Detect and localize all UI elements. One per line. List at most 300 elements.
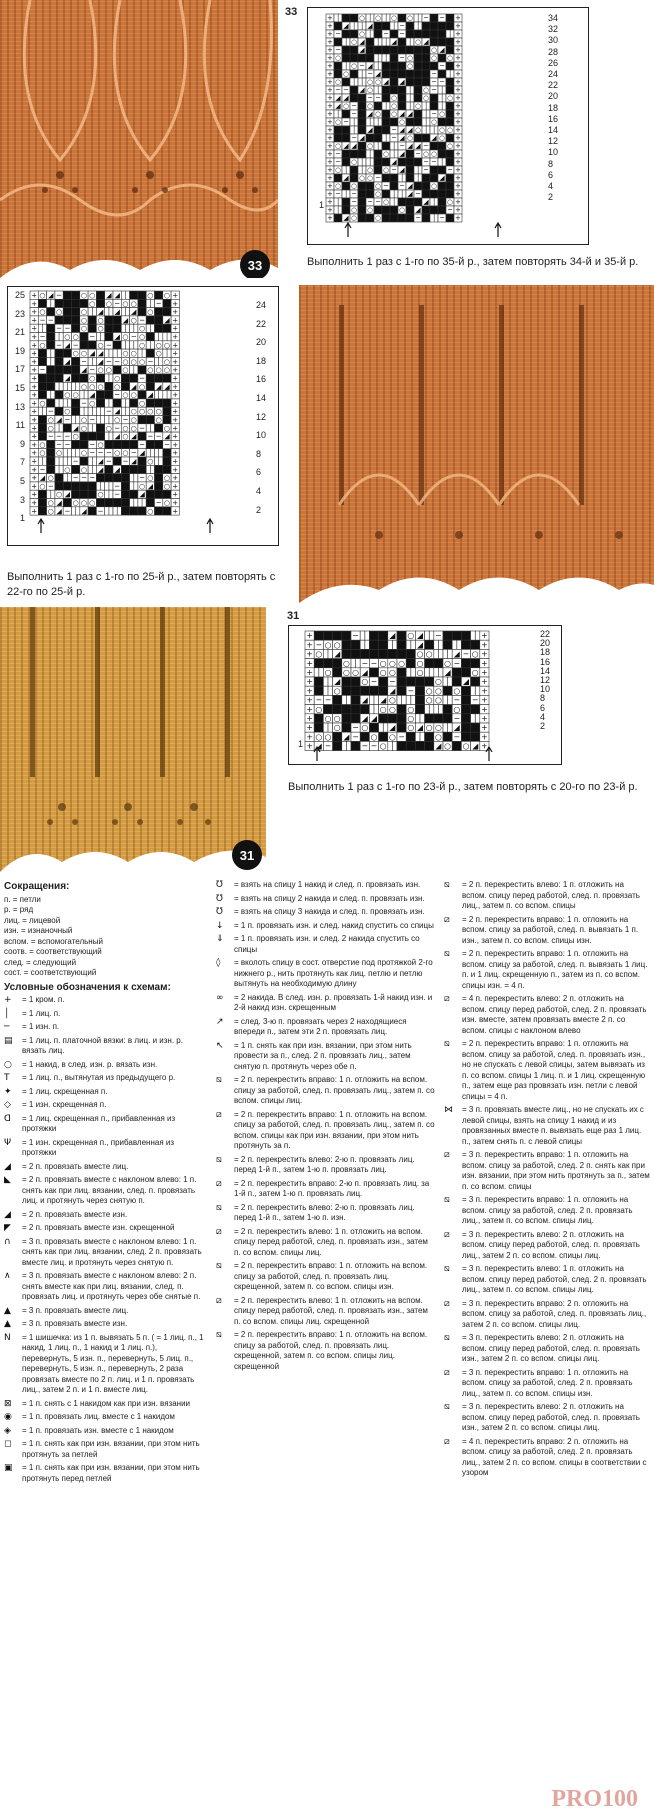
- chart-symbol: +: [172, 390, 179, 400]
- chart-symbol: +: [327, 30, 333, 39]
- chart-symbol: ─: [81, 473, 87, 483]
- chart-symbol: ◢: [147, 481, 154, 491]
- legend-symbol-icon: ⧄: [444, 914, 450, 925]
- row-number: 15: [14, 383, 25, 393]
- chart-cell: [369, 640, 378, 649]
- chart-cell: [350, 174, 358, 182]
- chart-symbol: │: [343, 166, 349, 175]
- chart-symbol: │: [399, 174, 405, 183]
- chart-cell: [415, 741, 424, 750]
- chart-symbol: +: [481, 686, 488, 696]
- chart-cell: [130, 507, 138, 515]
- chart-symbol: +: [481, 677, 488, 687]
- chart-cell: [342, 134, 350, 142]
- legend-symbol-icon: Ʊ: [216, 880, 223, 890]
- row-number: 14: [540, 665, 551, 676]
- chart-symbol: │: [139, 348, 145, 358]
- chart-symbol: ○: [471, 649, 479, 659]
- chart-cell: [38, 349, 46, 357]
- chart-symbol: +: [172, 307, 179, 317]
- chart-cell: [155, 316, 163, 324]
- chart-cell: [360, 649, 369, 658]
- chart-cell: [390, 54, 398, 62]
- chart-cell: [382, 158, 390, 166]
- chart-cell: [415, 686, 424, 695]
- chart-symbol: +: [31, 473, 38, 483]
- chart-symbol: ○: [155, 414, 162, 424]
- chart-cell: [398, 46, 406, 54]
- chart-symbol: ─: [343, 86, 349, 95]
- chart-symbol: │: [131, 497, 136, 507]
- chart-symbol: ○: [105, 365, 112, 375]
- chart-symbol: +: [327, 206, 333, 215]
- chart-cell: [351, 649, 360, 658]
- chart-symbol: ─: [139, 473, 145, 483]
- chart-symbol: ○: [361, 723, 369, 733]
- chart-symbol: ◢: [315, 741, 322, 751]
- chart-symbol: +: [455, 142, 461, 151]
- chart-symbol: ○: [391, 110, 397, 119]
- chart-cell: [342, 631, 351, 640]
- chart-symbol: ○: [423, 150, 429, 159]
- chart-cell: [425, 659, 434, 668]
- chart-cell: [155, 308, 163, 316]
- chart-cell: [382, 214, 390, 222]
- chart-symbol: +: [172, 323, 179, 333]
- chart-symbol: ○: [343, 70, 349, 79]
- row-number: 30: [548, 35, 559, 46]
- chart-symbol: │: [48, 489, 53, 499]
- chart-cell: [38, 424, 46, 432]
- legend-text: = 1 лиц. скрещенная п., прибавленная из протяжки: [22, 1113, 176, 1133]
- chart-symbol: │: [131, 340, 136, 350]
- chart-symbol: +: [455, 206, 461, 215]
- chart-symbol: ◢: [370, 713, 378, 723]
- chart-symbol: ○: [333, 713, 341, 723]
- chart-symbol: +: [327, 102, 333, 111]
- pattern-number: 33: [285, 6, 298, 18]
- chart-symbol: │: [106, 481, 111, 491]
- chart-cell: [163, 507, 171, 515]
- chart-symbol: │: [343, 62, 349, 71]
- chart-symbol: │: [383, 134, 389, 143]
- chart-symbol: ─: [399, 54, 405, 63]
- chart-symbol: ○: [163, 423, 171, 433]
- chart-cell: [398, 94, 406, 102]
- chart-symbol: +: [31, 298, 38, 308]
- chart-cell: [342, 126, 350, 134]
- chart-symbol: +: [172, 423, 179, 433]
- legend-item: [216, 1203, 436, 1224]
- chart-symbol: +: [172, 456, 179, 466]
- legend-text: = 2 п. перекрестить вправо: 1 п. отложить на вспом. спицу за работой, след. п. провязать изн., но не спускать с левой спицы, затем вывязать из п. со вспом. спицы 1 лиц. п. и 1 лиц. скрещенную п., затем еще раз провязать изн. петли с левой спицы = 4 п.: [462, 1039, 646, 1101]
- chart-symbol: │: [351, 22, 357, 31]
- chart-cell: [314, 723, 323, 732]
- chart-symbol: +: [455, 102, 461, 111]
- legend-text: = 1 изн. п.: [22, 1022, 60, 1031]
- legend-text: = взять на спицу 1 накид и след. п. провязать изн.: [234, 880, 421, 889]
- legend-symbol-icon: ⧅: [444, 1333, 450, 1343]
- chart-symbol: │: [351, 118, 357, 127]
- chart-symbol: ○: [434, 677, 442, 687]
- chart-symbol: ─: [40, 365, 45, 375]
- chart-symbol: │: [375, 54, 381, 63]
- chart-cell: [414, 70, 422, 78]
- chart-cell: [414, 54, 422, 62]
- chart-symbol: ─: [454, 658, 460, 668]
- chart-symbol: │: [426, 667, 432, 677]
- chart-symbol: │: [106, 398, 111, 408]
- chart-symbol: ○: [351, 158, 357, 167]
- legend-text: = 1 кром. п.: [22, 995, 65, 1004]
- chart-symbol: +: [455, 190, 461, 199]
- chart-symbol: │: [472, 713, 478, 723]
- chart-symbol: ○: [324, 732, 332, 742]
- legend-item: [216, 1296, 436, 1328]
- chart-symbol: ○: [415, 102, 421, 111]
- chart-symbol: +: [481, 704, 488, 714]
- legend-item: [216, 921, 436, 932]
- chart-cell: [72, 291, 80, 299]
- legend-item: [444, 1333, 650, 1365]
- chart-symbol: ◢: [399, 134, 405, 143]
- chart-cell: [333, 631, 342, 640]
- legend-text: = 1 п. провязать изн. вместе с 1 накидом: [22, 1425, 174, 1435]
- legend-item: [4, 1223, 208, 1234]
- chart-symbol: ○: [80, 414, 88, 424]
- chart-symbol: ○: [375, 78, 381, 87]
- chart-cell: [398, 214, 406, 222]
- chart-symbol: +: [481, 695, 488, 705]
- chart-cell: [446, 150, 454, 158]
- chart-25-grid: [8, 287, 278, 545]
- chart-symbol: │: [383, 54, 389, 63]
- chart-cell: [461, 640, 470, 649]
- chart-cell: [379, 649, 388, 658]
- legend-item: [4, 1271, 208, 1303]
- chart-symbol: ─: [447, 206, 453, 215]
- legend-symbol-icon: ⧄: [444, 1150, 450, 1160]
- chart-cell: [390, 206, 398, 214]
- legend-symbol-icon: N: [4, 1332, 11, 1343]
- chart-symbol: ○: [122, 431, 129, 441]
- chart-cell: [382, 110, 390, 118]
- chart-symbol: │: [325, 649, 331, 659]
- chart-symbol: ◢: [416, 640, 424, 650]
- chart-cell: [374, 134, 382, 142]
- chart-symbol: ◢: [367, 22, 373, 31]
- legend-text: = 2 п. перекрестить вправо: 2-ю п. провязать лиц. за 1-й п., затем 1-ю п. провязать лиц.: [234, 1178, 430, 1198]
- chart-cell: [38, 374, 46, 382]
- legend-symbol-icon: ▤: [4, 1035, 13, 1046]
- chart-symbol: ─: [351, 198, 357, 207]
- chart-cell: [414, 46, 422, 54]
- chart-symbol: ○: [431, 118, 437, 127]
- chart-symbol: +: [327, 190, 333, 199]
- chart-symbol: │: [343, 38, 349, 47]
- legend-item: [216, 1179, 436, 1200]
- chart-symbol: ─: [123, 414, 128, 424]
- chart-symbol: ◢: [407, 182, 413, 191]
- chart-symbol: │: [436, 640, 441, 650]
- chart-cell: [334, 38, 342, 46]
- chart-symbol: ○: [379, 741, 387, 751]
- chart-symbol: ◢: [462, 677, 470, 687]
- chart-symbol: │: [56, 381, 62, 391]
- legend-item: [4, 1087, 208, 1098]
- chart-symbol: ○: [423, 94, 429, 103]
- legend-item: [4, 995, 208, 1006]
- chart-cell: [446, 174, 454, 182]
- chart-cell: [414, 182, 422, 190]
- chart-symbol: +: [31, 381, 38, 391]
- chart-symbol: ◢: [389, 723, 396, 733]
- chart-symbol: ○: [163, 497, 171, 507]
- chart-symbol: +: [481, 640, 488, 650]
- chart-symbol: ○: [114, 381, 121, 391]
- chart-symbol: +: [31, 414, 38, 424]
- chart-symbol: +: [172, 464, 179, 474]
- legend-symbol-icon: ⋈: [444, 1105, 453, 1115]
- chart-symbol: ─: [156, 431, 161, 441]
- chart-symbol: │: [123, 340, 128, 350]
- chart-symbol: +: [455, 134, 461, 143]
- chart-symbol: +: [327, 198, 333, 207]
- chart-symbol: ○: [122, 448, 129, 458]
- chart-symbol: │: [423, 110, 429, 119]
- abbreviation-item: лиц. = лицевой: [4, 915, 61, 925]
- chart-symbol: ○: [72, 497, 79, 507]
- chart-cell: [438, 166, 446, 174]
- chart-symbol: ○: [383, 166, 389, 175]
- chart-symbol: │: [123, 406, 128, 416]
- chart-cell: [443, 640, 452, 649]
- legend-item: [4, 1210, 208, 1221]
- chart-cell: [425, 677, 434, 686]
- chart-symbol: ─: [439, 214, 445, 223]
- chart-symbol: ○: [391, 94, 397, 103]
- row-number: 22: [548, 80, 559, 91]
- chart-symbol: ─: [415, 214, 421, 223]
- chart-symbol: ◢: [343, 94, 349, 103]
- legend-symbol-icon: ⧄: [216, 1178, 222, 1189]
- chart-symbol: ○: [453, 686, 461, 696]
- chart-symbol: ○: [335, 118, 341, 127]
- chart-cell: [461, 631, 470, 640]
- repeat-arrow: [207, 519, 213, 533]
- chart-cell: [379, 732, 388, 741]
- chart-symbol: ○: [367, 206, 373, 215]
- chart-cell: [461, 714, 470, 723]
- chart-cell: [471, 677, 480, 686]
- chart-symbol: ◢: [89, 390, 95, 400]
- chart-symbol: ─: [40, 315, 45, 325]
- chart-symbol: ◢: [64, 489, 71, 499]
- chart-cell: [374, 126, 382, 134]
- chart-symbol: ◢: [72, 423, 79, 433]
- chart-symbol: +: [172, 506, 179, 516]
- chart-symbol: ◢: [131, 307, 137, 317]
- chart-symbol: ─: [115, 390, 120, 400]
- chart-symbol: ─: [139, 423, 145, 433]
- chart-symbol: │: [316, 667, 322, 677]
- chart-symbol: ─: [454, 732, 460, 742]
- chart-symbol: ◢: [399, 126, 405, 135]
- chart-symbol: +: [455, 118, 461, 127]
- chart-cell: [88, 482, 96, 490]
- chart-symbol: ○: [342, 658, 350, 668]
- chart-cell: [398, 70, 406, 78]
- chart-symbol: ─: [353, 723, 358, 733]
- chart-cell: [471, 705, 480, 714]
- legend-symbol-icon: ✦: [4, 1086, 12, 1097]
- legend-text: = 1 п. провязать изн. и след. накид спустить со спицы: [234, 920, 434, 930]
- chart-symbol: ○: [335, 166, 341, 175]
- chart-cell: [342, 30, 350, 38]
- chart-symbol: ○: [342, 667, 350, 677]
- chart-cell: [425, 640, 434, 649]
- legend-text: = 2 п. перекрестить вправо: 1 п. отложить на вспом. спицу за работой, след. п. вывязать 1 п. изн., затем п. со вспом. спицы изн.: [462, 914, 639, 945]
- chart-symbol: ─: [375, 174, 381, 183]
- chart-symbol: │: [399, 695, 404, 705]
- legend-symbol-icon: ↖: [216, 1040, 224, 1051]
- chart-cell: [105, 316, 113, 324]
- chart-cell: [446, 78, 454, 86]
- chart-cell: [358, 198, 366, 206]
- row-number: 6: [540, 702, 546, 713]
- chart-cell: [350, 150, 358, 158]
- chart-symbol: ◢: [361, 713, 368, 723]
- chart-symbol: +: [327, 182, 333, 191]
- chart-symbol: │: [65, 398, 70, 408]
- chart-symbol: +: [455, 54, 461, 63]
- chart-symbol: │: [131, 473, 136, 483]
- chart-cell: [47, 457, 55, 465]
- chart-symbol: │: [90, 406, 95, 416]
- chart-symbol: │: [431, 198, 437, 207]
- chart-cell: [351, 677, 360, 686]
- chart-symbol: ─: [335, 46, 341, 55]
- chart-symbol: │: [407, 38, 413, 47]
- chart-symbol: +: [172, 481, 179, 491]
- chart-symbol: ○: [399, 118, 405, 127]
- chart-symbol: ○: [130, 356, 137, 366]
- chart-symbol: │: [391, 150, 397, 159]
- chart-symbol: ─: [325, 695, 331, 705]
- chart-symbol: ◢: [407, 190, 413, 199]
- chart-symbol: ○: [415, 38, 421, 47]
- legend-text: = 3 п. провязать вместе лиц.: [22, 1305, 129, 1315]
- chart-symbol: +: [31, 448, 38, 458]
- chart-symbol: ◢: [139, 489, 145, 499]
- chart-symbol: │: [417, 732, 423, 742]
- chart-symbol: ─: [335, 158, 341, 167]
- chart-symbol: │: [375, 62, 381, 71]
- chart-symbol: ◢: [155, 381, 162, 391]
- chart-symbol: +: [327, 110, 333, 119]
- chart-symbol: │: [90, 456, 95, 466]
- chart-symbol: ○: [367, 78, 373, 87]
- chart-symbol: ○: [80, 323, 88, 333]
- chart-symbol: │: [106, 431, 111, 441]
- chart-symbol: ─: [359, 62, 365, 71]
- chart-cell: [55, 349, 63, 357]
- chart-cell: [443, 686, 452, 695]
- chart-cell: [379, 686, 388, 695]
- chart-symbol: +: [172, 406, 179, 416]
- repeat-arrow: [345, 223, 351, 237]
- chart-symbol: ○: [351, 206, 357, 215]
- chart-cell: [72, 399, 80, 407]
- chart-symbol: │: [371, 695, 377, 705]
- chart-cell: [422, 134, 430, 142]
- chart-symbol: │: [351, 78, 357, 87]
- chart-cell: [414, 94, 422, 102]
- chart-cell: [350, 14, 358, 22]
- chart-cell: [414, 158, 422, 166]
- chart-symbol: ○: [47, 497, 54, 507]
- chart-cell: [390, 62, 398, 70]
- chart-symbol: │: [40, 323, 45, 333]
- row-number: 22: [256, 318, 267, 329]
- chart-cell: [333, 741, 342, 750]
- chart-symbol: ○: [163, 340, 171, 350]
- chart-symbol: │: [98, 406, 103, 416]
- chart-symbol: │: [90, 307, 95, 317]
- row-number: 16: [256, 374, 267, 385]
- chart-symbol: ◢: [439, 174, 445, 183]
- chart-cell: [47, 324, 55, 332]
- chart-symbol: +: [31, 307, 38, 317]
- chart-symbol: │: [391, 198, 397, 207]
- chart-cell: [47, 449, 55, 457]
- chart-symbol: ◢: [343, 142, 349, 151]
- chart-symbol: +: [327, 38, 333, 47]
- chart-symbol: +: [31, 506, 38, 516]
- chart-cell: [342, 686, 351, 695]
- chart-symbol: ◢: [106, 290, 112, 300]
- legend-item: [4, 1333, 208, 1396]
- abbreviation-item: сост. = соответствующий: [4, 968, 97, 977]
- chart-symbol: +: [306, 649, 313, 659]
- chart-cell: [406, 174, 414, 182]
- chart-symbol: ○: [379, 667, 387, 677]
- abbreviation-item: след. = следующий: [4, 957, 77, 967]
- chart-cell: [334, 126, 342, 134]
- chart-symbol: ─: [115, 423, 120, 433]
- chart-cell: [438, 190, 446, 198]
- chart-symbol: +: [481, 713, 488, 723]
- legend-text: = 2 п. перекрестить вправо: 1 п. отложить на вспом. спицу за работой, след. п. провязать лиц. скрещенной, затем п. со вспом. спицы изн.: [234, 1261, 428, 1291]
- chart-symbol: ○: [462, 741, 470, 751]
- chart-cell: [422, 182, 430, 190]
- chart-cell: [358, 102, 366, 110]
- chart-cell: [360, 705, 369, 714]
- chart-symbol: +: [172, 431, 179, 441]
- row-number: 4: [540, 711, 546, 722]
- chart-symbol: │: [106, 506, 111, 516]
- row-number: 14: [256, 393, 267, 403]
- chart-symbol: ◢: [114, 331, 120, 341]
- legend-title: Условные обозначения к схемам:: [4, 981, 171, 993]
- chart-cell: [446, 134, 454, 142]
- chart-symbol: │: [98, 481, 103, 491]
- chart-symbol: ○: [324, 713, 332, 723]
- chart-symbol: ◢: [407, 126, 413, 135]
- chart-symbol: +: [31, 315, 38, 325]
- chart-symbol: ○: [335, 54, 341, 63]
- chart-symbol: +: [327, 126, 333, 135]
